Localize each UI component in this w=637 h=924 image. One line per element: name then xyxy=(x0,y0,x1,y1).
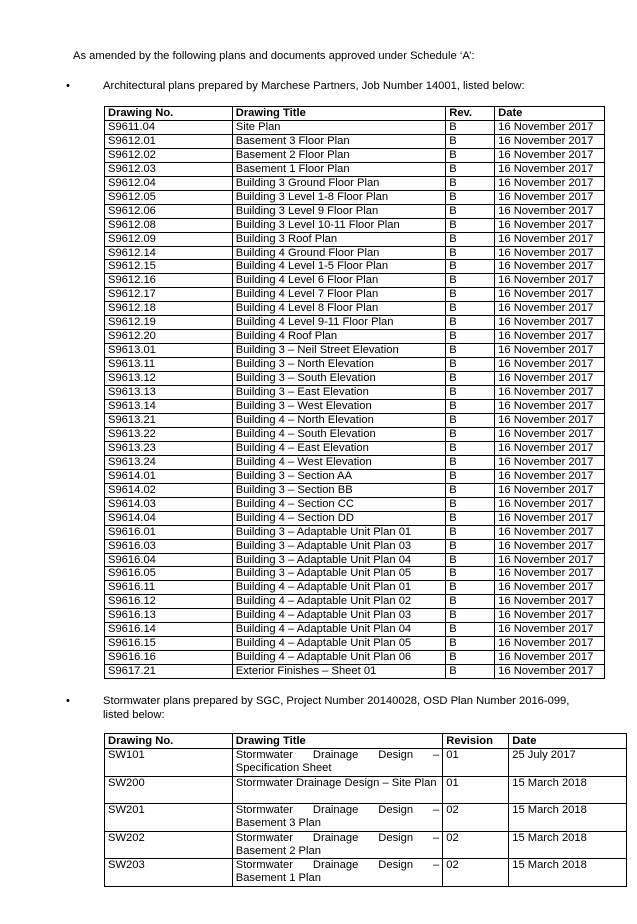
cell-drawing-no: SW200 xyxy=(105,776,233,804)
table-row xyxy=(105,553,605,567)
cell-revision: B xyxy=(446,497,495,511)
cell-drawing-title: Basement 1 Floor Plan xyxy=(232,162,445,176)
cell-drawing-title: Building 4 Level 6 Floor Plan xyxy=(232,274,445,288)
table-header-row xyxy=(105,107,605,121)
cell-date: 16 November 2017 xyxy=(495,204,605,218)
cell-drawing-title: Building 4 Level 1-5 Floor Plan xyxy=(232,260,445,274)
table-row xyxy=(105,190,605,204)
cell-revision: B xyxy=(446,469,495,483)
cell-drawing-no: S9616.14 xyxy=(105,623,233,637)
cell-drawing-title: Building 4 – West Elevation xyxy=(232,455,445,469)
cell-revision: B xyxy=(446,176,495,190)
cell-drawing-title: Building 3 – Adaptable Unit Plan 05 xyxy=(232,567,445,581)
cell-drawing-no: S9616.11 xyxy=(105,581,233,595)
cell-drawing-no: S9613.23 xyxy=(105,441,233,455)
cell-revision: B xyxy=(446,260,495,274)
cell-drawing-no: S9613.13 xyxy=(105,386,233,400)
cell-drawing-title: Stormwater Drainage Design – Specification Sheet xyxy=(232,749,443,777)
cell-drawing-title: Building 4 – East Elevation xyxy=(232,441,445,455)
table-row xyxy=(105,176,605,190)
cell-drawing-title: Building 4 – Adaptable Unit Plan 01 xyxy=(232,581,445,595)
cell-drawing-title: Stormwater Drainage Design – Basement 3 Plan xyxy=(232,804,443,832)
cell-drawing-no: S9612.14 xyxy=(105,246,233,260)
cell-revision: B xyxy=(446,427,495,441)
table-row xyxy=(105,288,605,302)
cell-date: 15 March 2018 xyxy=(509,776,627,804)
table-row xyxy=(105,120,605,134)
cell-date: 16 November 2017 xyxy=(495,274,605,288)
cell-drawing-title: Exterior Finishes – Sheet 01 xyxy=(232,665,445,679)
cell-drawing-no: S9612.04 xyxy=(105,176,233,190)
cell-drawing-title: Building 4 Level 8 Floor Plan xyxy=(232,302,445,316)
cell-revision: B xyxy=(446,651,495,665)
cell-drawing-title: Building 4 – Adaptable Unit Plan 03 xyxy=(232,609,445,623)
cell-drawing-title: Building 3 – Adaptable Unit Plan 01 xyxy=(232,525,445,539)
cell-drawing-no: S9614.02 xyxy=(105,483,233,497)
cell-revision: B xyxy=(446,483,495,497)
cell-drawing-title: Building 3 Level 1-8 Floor Plan xyxy=(232,190,445,204)
cell-drawing-title: Site Plan xyxy=(232,120,445,134)
table-row xyxy=(105,497,605,511)
table-row xyxy=(105,413,605,427)
table-row xyxy=(105,637,605,651)
cell-revision: B xyxy=(446,400,495,414)
cell-drawing-title: Building 4 – South Elevation xyxy=(232,427,445,441)
cell-date: 16 November 2017 xyxy=(495,497,605,511)
table-row xyxy=(105,539,605,553)
table-row xyxy=(105,260,605,274)
cell-revision: B xyxy=(446,553,495,567)
architectural-plans-table xyxy=(104,106,605,679)
cell-date: 16 November 2017 xyxy=(495,567,605,581)
cell-date: 16 November 2017 xyxy=(495,469,605,483)
table-row xyxy=(105,204,605,218)
cell-drawing-title: Building 3 – Neil Street Elevation xyxy=(232,344,445,358)
table-row xyxy=(105,162,605,176)
cell-drawing-no: S9612.06 xyxy=(105,204,233,218)
cell-revision: B xyxy=(446,386,495,400)
cell-drawing-title: Building 3 Level 9 Floor Plan xyxy=(232,204,445,218)
stormwater-intro: Stormwater plans prepared by SGC, Project Number 20140028, OSD Plan Number 2016-099, listed below: xyxy=(103,695,570,721)
cell-date: 16 November 2017 xyxy=(495,148,605,162)
cell-drawing-no: S9612.15 xyxy=(105,260,233,274)
table-row xyxy=(105,665,605,679)
cell-revision: B xyxy=(446,288,495,302)
cell-drawing-no: S9616.12 xyxy=(105,595,233,609)
table-row xyxy=(105,831,627,859)
header-rev: Rev. xyxy=(446,107,495,121)
cell-drawing-no: S9611.04 xyxy=(105,120,233,134)
cell-drawing-title: Building 3 – Section BB xyxy=(232,483,445,497)
cell-drawing-no: S9612.08 xyxy=(105,218,233,232)
cell-date: 16 November 2017 xyxy=(495,455,605,469)
cell-revision: B xyxy=(446,316,495,330)
cell-date: 16 November 2017 xyxy=(495,511,605,525)
table-row xyxy=(105,218,605,232)
cell-date: 16 November 2017 xyxy=(495,162,605,176)
table-row xyxy=(105,274,605,288)
cell-drawing-title: Building 3 – South Elevation xyxy=(232,372,445,386)
cell-date: 16 November 2017 xyxy=(495,595,605,609)
cell-drawing-title: Building 3 – North Elevation xyxy=(232,358,445,372)
cell-revision: B xyxy=(446,525,495,539)
cell-drawing-title: Building 3 Roof Plan xyxy=(232,232,445,246)
cell-date: 16 November 2017 xyxy=(495,400,605,414)
header-date: Date xyxy=(509,734,627,749)
cell-drawing-title: Stormwater Drainage Design – Basement 1 Plan xyxy=(232,859,443,887)
cell-revision: B xyxy=(446,455,495,469)
cell-drawing-no: SW203 xyxy=(105,859,233,887)
cell-revision: B xyxy=(446,218,495,232)
cell-drawing-no: SW201 xyxy=(105,804,233,832)
cell-revision: B xyxy=(446,623,495,637)
cell-drawing-no: S9616.13 xyxy=(105,609,233,623)
cell-date: 16 November 2017 xyxy=(495,134,605,148)
cell-date: 16 November 2017 xyxy=(495,623,605,637)
cell-drawing-no: S9613.14 xyxy=(105,400,233,414)
cell-revision: B xyxy=(446,148,495,162)
cell-revision: B xyxy=(446,344,495,358)
table-row xyxy=(105,749,627,777)
cell-revision: B xyxy=(446,595,495,609)
cell-date: 16 November 2017 xyxy=(495,330,605,344)
cell-drawing-no: S9617.21 xyxy=(105,665,233,679)
cell-date: 16 November 2017 xyxy=(495,218,605,232)
cell-drawing-title: Building 4 – Section DD xyxy=(232,511,445,525)
table-row xyxy=(105,651,605,665)
table-row xyxy=(105,316,605,330)
cell-drawing-no: S9614.03 xyxy=(105,497,233,511)
cell-drawing-no: S9612.05 xyxy=(105,190,233,204)
table-row xyxy=(105,358,605,372)
cell-date: 16 November 2017 xyxy=(495,246,605,260)
cell-drawing-no: S9613.24 xyxy=(105,455,233,469)
cell-revision: B xyxy=(446,441,495,455)
architectural-intro: Architectural plans prepared by Marchese Partners, Job Number 14001, listed below: xyxy=(103,80,525,92)
cell-drawing-title: Building 4 – Adaptable Unit Plan 05 xyxy=(232,637,445,651)
cell-drawing-title: Building 4 Level 7 Floor Plan xyxy=(232,288,445,302)
table-row xyxy=(105,302,605,316)
cell-date: 16 November 2017 xyxy=(495,427,605,441)
table-row xyxy=(105,483,605,497)
cell-drawing-no: S9613.01 xyxy=(105,344,233,358)
cell-drawing-title: Building 3 Level 10-11 Floor Plan xyxy=(232,218,445,232)
cell-date: 16 November 2017 xyxy=(495,651,605,665)
cell-drawing-no: S9612.20 xyxy=(105,330,233,344)
header-date: Date xyxy=(495,107,605,121)
cell-revision: B xyxy=(446,330,495,344)
table-row xyxy=(105,232,605,246)
cell-revision: B xyxy=(446,372,495,386)
cell-drawing-no: S9614.04 xyxy=(105,511,233,525)
cell-drawing-title: Building 3 – Section AA xyxy=(232,469,445,483)
table-row xyxy=(105,386,605,400)
table-row xyxy=(105,400,605,414)
cell-drawing-title: Stormwater Drainage Design – Site Plan xyxy=(232,776,443,804)
cell-revision: B xyxy=(446,246,495,260)
cell-drawing-no: S9612.09 xyxy=(105,232,233,246)
cell-date: 16 November 2017 xyxy=(495,525,605,539)
cell-date: 16 November 2017 xyxy=(495,190,605,204)
cell-drawing-title: Building 3 – Adaptable Unit Plan 03 xyxy=(232,539,445,553)
cell-drawing-no: SW101 xyxy=(105,749,233,777)
header-drawing-no: Drawing No. xyxy=(105,734,233,749)
cell-date: 16 November 2017 xyxy=(495,372,605,386)
cell-revision: B xyxy=(446,190,495,204)
cell-drawing-title: Building 3 – Adaptable Unit Plan 04 xyxy=(232,553,445,567)
table-row xyxy=(105,804,627,832)
cell-drawing-title: Building 4 – Adaptable Unit Plan 04 xyxy=(232,623,445,637)
cell-drawing-title: Basement 2 Floor Plan xyxy=(232,148,445,162)
cell-date: 16 November 2017 xyxy=(495,609,605,623)
cell-drawing-no: S9612.16 xyxy=(105,274,233,288)
table-row xyxy=(105,859,627,887)
cell-date: 15 March 2018 xyxy=(509,804,627,832)
table-row xyxy=(105,525,605,539)
cell-revision: 02 xyxy=(443,804,509,832)
cell-revision: B xyxy=(446,134,495,148)
cell-drawing-no: S9616.15 xyxy=(105,637,233,651)
cell-drawing-title: Building 4 Level 9-11 Floor Plan xyxy=(232,316,445,330)
cell-drawing-no: S9612.19 xyxy=(105,316,233,330)
header-drawing-no: Drawing No. xyxy=(105,107,233,121)
cell-revision: 01 xyxy=(443,749,509,777)
cell-date: 16 November 2017 xyxy=(495,358,605,372)
table-row xyxy=(105,567,605,581)
table-row xyxy=(105,246,605,260)
cell-drawing-title: Building 3 – West Elevation xyxy=(232,400,445,414)
cell-date: 16 November 2017 xyxy=(495,344,605,358)
cell-date: 16 November 2017 xyxy=(495,483,605,497)
cell-date: 15 March 2018 xyxy=(509,859,627,887)
cell-revision: B xyxy=(446,539,495,553)
cell-revision: B xyxy=(446,665,495,679)
cell-date: 16 November 2017 xyxy=(495,665,605,679)
bullet-icon: • xyxy=(66,80,70,92)
cell-drawing-title: Building 4 – Adaptable Unit Plan 06 xyxy=(232,651,445,665)
cell-date: 16 November 2017 xyxy=(495,637,605,651)
cell-revision: 01 xyxy=(443,776,509,804)
cell-date: 16 November 2017 xyxy=(495,302,605,316)
cell-date: 25 July 2017 xyxy=(509,749,627,777)
cell-revision: B xyxy=(446,204,495,218)
table-row xyxy=(105,776,627,804)
cell-date: 16 November 2017 xyxy=(495,441,605,455)
table-row xyxy=(105,609,605,623)
cell-drawing-title: Building 4 – North Elevation xyxy=(232,413,445,427)
cell-revision: B xyxy=(446,511,495,525)
cell-date: 16 November 2017 xyxy=(495,386,605,400)
cell-date: 16 November 2017 xyxy=(495,413,605,427)
cell-revision: B xyxy=(446,609,495,623)
cell-drawing-title: Building 3 – East Elevation xyxy=(232,386,445,400)
table-header-row xyxy=(105,734,627,749)
table-row xyxy=(105,134,605,148)
cell-revision: B xyxy=(446,358,495,372)
table-row xyxy=(105,427,605,441)
cell-drawing-title: Basement 3 Floor Plan xyxy=(232,134,445,148)
cell-date: 16 November 2017 xyxy=(495,176,605,190)
cell-drawing-no: S9614.01 xyxy=(105,469,233,483)
cell-date: 16 November 2017 xyxy=(495,288,605,302)
cell-drawing-no: S9616.05 xyxy=(105,567,233,581)
cell-revision: B xyxy=(446,162,495,176)
table-row xyxy=(105,441,605,455)
cell-drawing-no: S9613.12 xyxy=(105,372,233,386)
cell-drawing-no: S9612.02 xyxy=(105,148,233,162)
cell-revision: B xyxy=(446,581,495,595)
table-row xyxy=(105,344,605,358)
table-row xyxy=(105,372,605,386)
cell-drawing-no: SW202 xyxy=(105,831,233,859)
cell-revision: B xyxy=(446,567,495,581)
cell-drawing-no: S9613.21 xyxy=(105,413,233,427)
cell-revision: B xyxy=(446,232,495,246)
cell-drawing-no: S9612.17 xyxy=(105,288,233,302)
cell-drawing-no: S9616.03 xyxy=(105,539,233,553)
cell-drawing-no: S9616.01 xyxy=(105,525,233,539)
cell-date: 16 November 2017 xyxy=(495,120,605,134)
cell-drawing-no: S9616.16 xyxy=(105,651,233,665)
header-drawing-title: Drawing Title xyxy=(232,107,445,121)
table-row xyxy=(105,148,605,162)
cell-drawing-no: S9613.22 xyxy=(105,427,233,441)
table-row xyxy=(105,469,605,483)
cell-drawing-no: S9612.01 xyxy=(105,134,233,148)
cell-drawing-no: S9613.11 xyxy=(105,358,233,372)
cell-drawing-no: S9612.03 xyxy=(105,162,233,176)
stormwater-plans-table xyxy=(104,733,627,887)
cell-drawing-no: S9616.04 xyxy=(105,553,233,567)
intro-paragraph: As amended by the following plans and documents approved under Schedule ‘A’: xyxy=(73,50,475,62)
table-row xyxy=(105,595,605,609)
cell-date: 16 November 2017 xyxy=(495,316,605,330)
cell-date: 16 November 2017 xyxy=(495,232,605,246)
cell-drawing-no: S9612.18 xyxy=(105,302,233,316)
cell-revision: B xyxy=(446,120,495,134)
cell-revision: B xyxy=(446,413,495,427)
cell-drawing-title: Building 4 – Adaptable Unit Plan 02 xyxy=(232,595,445,609)
cell-revision: 02 xyxy=(443,831,509,859)
table-row xyxy=(105,330,605,344)
table-row xyxy=(105,623,605,637)
table-row xyxy=(105,511,605,525)
cell-date: 16 November 2017 xyxy=(495,539,605,553)
cell-drawing-title: Building 4 Ground Floor Plan xyxy=(232,246,445,260)
header-revision: Revision xyxy=(443,734,509,749)
cell-drawing-title: Building 4 Roof Plan xyxy=(232,330,445,344)
cell-date: 15 March 2018 xyxy=(509,831,627,859)
cell-revision: 02 xyxy=(443,859,509,887)
cell-date: 16 November 2017 xyxy=(495,260,605,274)
cell-revision: B xyxy=(446,637,495,651)
cell-date: 16 November 2017 xyxy=(495,581,605,595)
cell-revision: B xyxy=(446,302,495,316)
cell-drawing-title: Building 3 Ground Floor Plan xyxy=(232,176,445,190)
cell-drawing-title: Building 4 – Section CC xyxy=(232,497,445,511)
header-drawing-title: Drawing Title xyxy=(232,734,443,749)
bullet-icon: • xyxy=(66,695,70,707)
table-row xyxy=(105,455,605,469)
cell-drawing-title: Stormwater Drainage Design – Basement 2 Plan xyxy=(232,831,443,859)
table-row xyxy=(105,581,605,595)
cell-date: 16 November 2017 xyxy=(495,553,605,567)
cell-revision: B xyxy=(446,274,495,288)
